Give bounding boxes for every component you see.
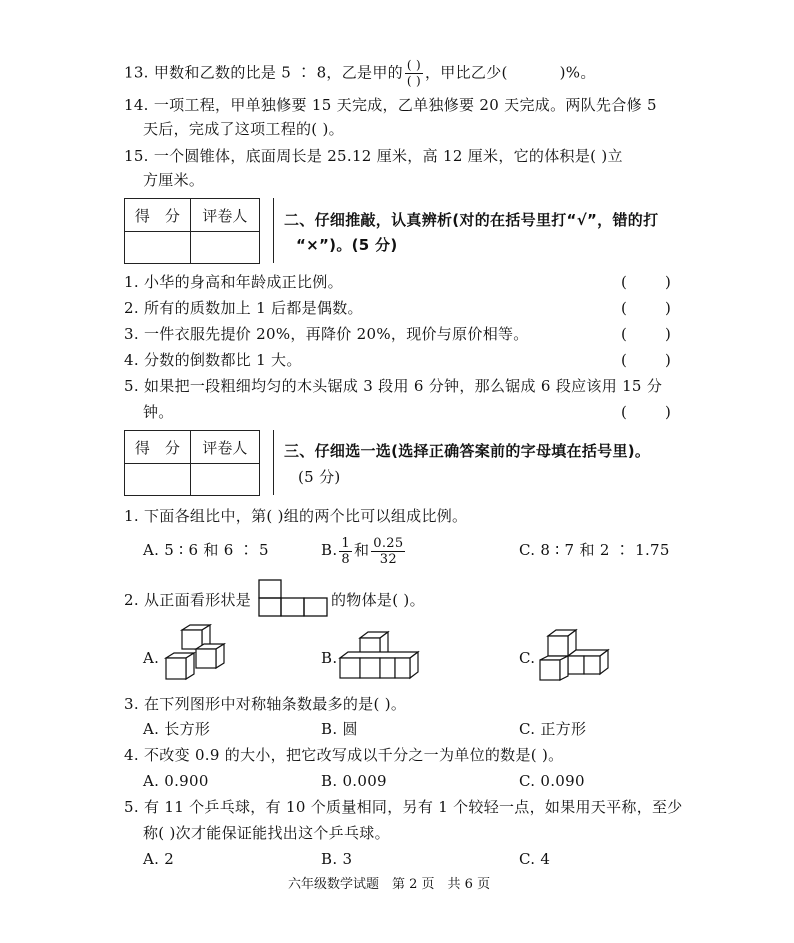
q13-text-b: ，甲比乙少( [425,63,508,82]
choice-q3-option-c[interactable]: C. 正方形 [519,720,587,738]
judge-item-1: 1. 小华的身高和年龄成正比例。 [124,273,343,291]
choice-q4-option-c[interactable]: C. 0.090 [519,772,585,790]
q13-frac-denominator: ( ) [406,74,421,88]
score-input-cell[interactable] [125,232,191,264]
option-b-prefix: B. [321,541,338,559]
judge-item-3: 3. 一件衣服先提价 20%，再降价 20%，现价与原价相等。 [124,325,529,343]
choice-q4-option-a[interactable]: A. 0.900 [143,772,209,790]
choice-q4-option-b[interactable]: B. 0.009 [321,772,387,790]
choice-q2-text-b: 的物体是( )。 [331,591,425,609]
choice-q1-option-c[interactable]: C. 8 ∶ 7 和 2 ∶ 1.75 [519,541,670,559]
choice-q2-option-a[interactable]: A. [143,649,160,667]
grader-label: 评卷人 [190,199,259,232]
judge-answer-2[interactable]: ( ) [621,299,671,317]
question-15-line1: 15. 一个圆锥体，底面周长是 25.12 厘米，高 12 厘米，它的体积是( )立 [124,147,623,165]
divider [273,198,274,263]
grader-label: 评卷人 [190,431,259,464]
fraction-numerator: 1 [341,535,350,551]
front-view-shape-icon [258,579,330,617]
option-b-and: 和 [353,541,370,559]
judge-item-5-cont: 钟。 [143,403,174,421]
score-box-section3 [124,430,260,496]
choice-q5-option-b[interactable]: B. 3 [321,850,353,868]
fraction-denominator: 32 [379,551,397,567]
judge-answer-4[interactable]: ( ) [621,351,671,369]
choice-q2-option-c[interactable]: C. [519,649,536,667]
choice-q5-line1: 5. 有 11 个乒乓球，有 10 个质量相同，另有 1 个较轻一点，如果用天平称，至少 [124,798,683,816]
section3-heading-line2: (5 分) [298,468,341,486]
choice-q5-option-c[interactable]: C. 4 [519,850,551,868]
q13-text: 13. 甲数和乙数的比是 5 ∶ 8，乙是甲的 [124,63,403,82]
judge-answer-3[interactable]: ( ) [621,325,671,343]
question-14-line1: 14. 一项工程，甲单独修要 15 天完成，乙单独修要 20 天完成。两队先合修 5 [124,96,657,114]
judge-item-2: 2. 所有的质数加上 1 后都是偶数。 [124,299,363,317]
choice-q2-text-a: 2. 从正面看形状是 [124,591,252,609]
fraction-1-8 [339,536,352,567]
grader-input-cell[interactable] [190,464,259,496]
judge-item-4: 4. 分数的倒数都比 1 大。 [124,351,302,369]
fraction-denominator: 8 [341,551,350,567]
question-14-line2: 天后，完成了这项工程的( )。 [143,120,344,138]
score-label: 得 分 [125,431,191,464]
fraction-025-32 [371,536,405,567]
score-input-cell[interactable] [125,464,191,496]
choice-q3-option-b[interactable]: B. 圆 [321,720,358,738]
cube-stack-c-icon [538,628,610,682]
section2-heading-line2: “×”)。(5 分) [296,236,398,254]
q13-fraction-blank [405,58,423,89]
question-15-line2: 方厘米。 [143,171,205,189]
judge-item-5: 5. 如果把一段粗细均匀的木头锯成 3 段用 6 分钟，那么锯成 6 段应该用 15 分 [124,377,663,395]
score-label: 得 分 [125,199,191,232]
choice-q1-option-a[interactable]: A. 5 ∶ 6 和 6 ∶ 5 [143,541,269,559]
section2-heading-line1: 二、仔细推敲，认真辨析(对的在括号里打“√”，错的打 [284,211,659,229]
question-13 [124,58,596,89]
choice-q1: 1. 下面各组比中，第( )组的两个比可以组成比例。 [124,507,468,525]
page-footer: 六年级数学试题 第 2 页 共 6 页 [288,877,491,892]
choice-q3-option-a[interactable]: A. 长方形 [143,720,211,738]
judge-answer-5[interactable]: ( ) [621,403,671,421]
fraction-numerator: 0.25 [373,535,404,551]
cube-stack-a-icon [164,624,226,684]
choice-q1-option-b[interactable] [321,532,407,568]
choice-q4: 4. 不改变 0.9 的大小，把它改写成以千分之一为单位的数是( )。 [124,746,564,764]
choice-q2-option-b[interactable]: B. [321,649,338,667]
choice-q3: 3. 在下列图形中对称轴条数最多的是( )。 [124,695,407,713]
q13-frac-numerator: ( ) [406,58,421,72]
grader-input-cell[interactable] [190,232,259,264]
section3-heading-line1: 三、仔细选一选(选择正确答案前的字母填在括号里)。 [284,442,651,460]
q13-text-c: )%。 [559,63,596,82]
choice-q5-line2: 称( )次才能保证能找出这个乒乓球。 [143,824,390,842]
cube-stack-b-icon [338,630,424,680]
divider [273,430,274,495]
judge-answer-1[interactable]: ( ) [621,273,671,291]
score-box-section2 [124,198,260,264]
choice-q5-option-a[interactable]: A. 2 [143,850,175,868]
